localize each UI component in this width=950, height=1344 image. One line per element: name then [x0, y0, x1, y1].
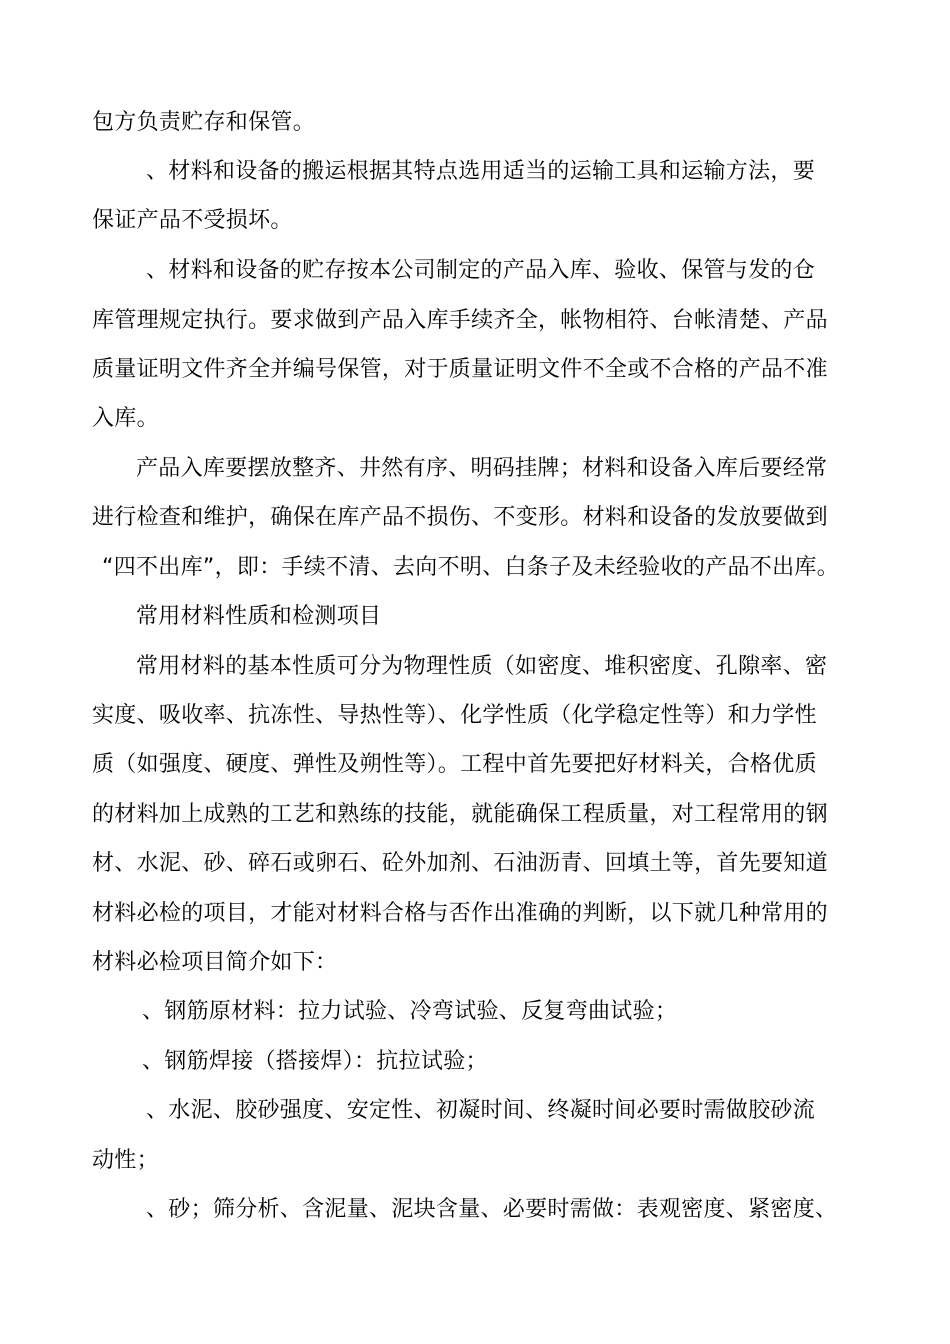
paragraph-line: 动性；: [92, 1148, 159, 1173]
paragraph-line: “四不出库”，即：手续不清、去向不明、白条子及未经验收的产品不出库。: [102, 555, 839, 580]
paragraph-line: 的材料加上成熟的工艺和熟练的技能，就能确保工程质量，对工程常用的钢: [92, 802, 828, 827]
paragraph-line: 材料必检的项目，才能对材料合格与否作出准确的判断，以下就几种常用的: [92, 901, 828, 926]
paragraph-line: 库管理规定执行。要求做到产品入库手续齐全，帐物相符、台帐清楚、产品: [92, 308, 828, 333]
paragraph-line: 质量证明文件齐全并编号保管，对于质量证明文件不全或不合格的产品不准: [92, 357, 828, 382]
paragraph-line: 质（如强度、硬度、弹性及朔性等）。工程中首先要把好材料关，合格优质: [92, 752, 817, 777]
section-heading: 常用材料性质和检测项目: [136, 604, 382, 629]
paragraph-line: 实度、吸收率、抗冻性、导热性等）、化学性质（化学稳定性等）和力学性: [92, 703, 817, 728]
paragraph-line: 产品入库要摆放整齐、井然有序、明码挂牌；材料和设备入库后要经常: [136, 456, 828, 481]
paragraph-line: 入库。: [92, 406, 159, 431]
list-item: 、砂；筛分析、含泥量、泥块含量、必要时需做：表观密度、紧密度、: [146, 1197, 838, 1222]
paragraph-line: 常用材料的基本性质可分为物理性质（如密度、堆积密度、孔隙率、密: [136, 654, 828, 679]
paragraph-line: 材、水泥、砂、碎石或卵石、砼外加剂、石油沥青、回填土等，首先要知道: [92, 851, 828, 876]
paragraph-line: 包方负责贮存和保管。: [92, 110, 316, 135]
list-item: 、钢筋原材料：拉力试验、冷弯试验、反复弯曲试验；: [142, 999, 678, 1024]
paragraph-line: 进行检查和维护，确保在库产品不损伤、不变形。材料和设备的发放要做到: [92, 505, 828, 530]
paragraph-line: 保证产品不受损坏。: [92, 208, 293, 233]
list-item: 、水泥、胶砂强度、安定性、初凝时间、终凝时间必要时需做胶砂流: [146, 1098, 816, 1123]
paragraph-line: 、材料和设备的搬运根据其特点选用适当的运输工具和运输方法，要: [146, 159, 816, 184]
paragraph-line: 、材料和设备的贮存按本公司制定的产品入库、验收、保管与发的仓: [146, 258, 816, 283]
list-item: 、钢筋焊接（搭接焊）：抗拉试验；: [142, 1049, 488, 1074]
paragraph-line: 材料必检项目简介如下：: [92, 950, 338, 975]
